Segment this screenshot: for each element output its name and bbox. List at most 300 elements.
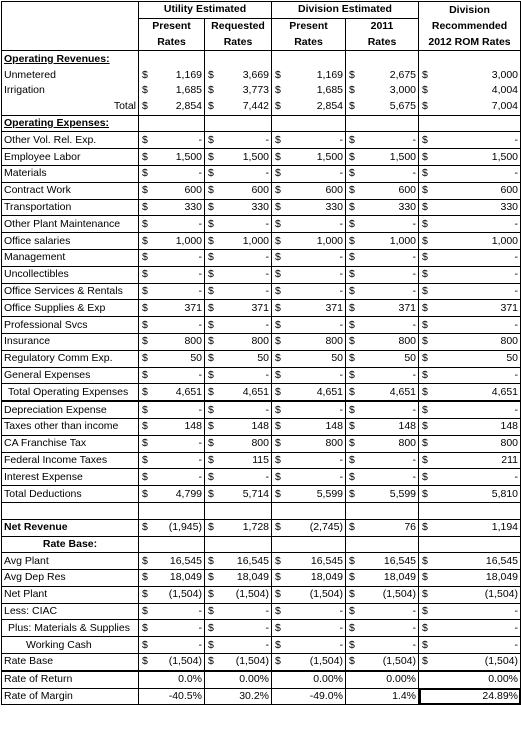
value-cell: [346, 401, 419, 418]
value-cell: [419, 182, 521, 199]
value-cell: [346, 83, 419, 99]
value-cell: [205, 300, 272, 317]
currency-symbol: $: [422, 554, 428, 567]
currency-symbol: $: [422, 571, 428, 584]
currency-symbol: $: [349, 621, 355, 634]
amount: -: [412, 621, 417, 634]
amount: 5,810: [491, 487, 519, 500]
currency-symbol: $: [208, 133, 214, 146]
value-cell: [205, 165, 272, 182]
value-cell: [139, 418, 205, 435]
value-cell: [139, 165, 205, 182]
value-cell: [139, 300, 205, 317]
currency-symbol: $: [208, 588, 214, 601]
currency-symbol: $: [142, 268, 148, 281]
currency-symbol: $: [208, 453, 214, 466]
value-cell: [205, 384, 272, 401]
percent-cell: 0.0%: [139, 671, 205, 688]
amount: -: [514, 284, 519, 297]
value-cell: [139, 553, 205, 570]
value-cell: [419, 99, 521, 115]
value-cell: [346, 418, 419, 435]
value-cell: [139, 469, 205, 486]
amount: -: [265, 605, 269, 618]
blank-cell: [205, 502, 272, 519]
header-2011: 2011: [346, 18, 419, 34]
blank-cell: [139, 51, 205, 67]
amount: 330: [325, 200, 343, 213]
value-cell: [139, 401, 205, 418]
amount: 600: [251, 184, 269, 197]
rate-base-row: [2, 603, 521, 620]
currency-symbol: $: [422, 335, 428, 348]
amount: 1,194: [491, 521, 519, 534]
currency-symbol: $: [275, 84, 281, 97]
amount: -: [339, 284, 343, 297]
value-cell: [272, 367, 346, 384]
expense-row: [2, 233, 521, 250]
expense-row: [2, 300, 521, 317]
expense-row: [2, 199, 521, 216]
amount: 50: [404, 352, 417, 365]
row-label: Insurance: [2, 333, 139, 350]
amount: -: [412, 217, 417, 230]
currency-symbol: $: [208, 470, 214, 483]
amount: 800: [500, 335, 519, 348]
amount: 1,000: [242, 234, 269, 247]
row-label: Management: [2, 249, 139, 266]
currency-symbol: $: [422, 100, 428, 113]
row-label: Other Vol. Rel. Exp.: [2, 132, 139, 149]
amount: -: [514, 268, 519, 281]
header-blank-2: [2, 18, 139, 34]
value-cell: [272, 216, 346, 233]
currency-symbol: $: [142, 335, 148, 348]
row-label: Taxes other than income: [2, 418, 139, 435]
amount: 76: [404, 521, 417, 534]
value-cell: [272, 182, 346, 199]
amount: -: [265, 217, 269, 230]
amount: 50: [506, 352, 519, 365]
value-cell: [272, 553, 346, 570]
amount: -: [339, 167, 343, 180]
value-cell: [205, 367, 272, 384]
rate-summary-body: [2, 2, 521, 705]
amount: -: [198, 638, 202, 651]
currency-symbol: $: [142, 368, 148, 381]
currency-symbol: $: [142, 251, 148, 264]
amount: 1,000: [316, 234, 343, 247]
amount: 5,714: [242, 487, 269, 500]
amount: 7,004: [491, 100, 519, 113]
value-cell: [139, 249, 205, 266]
currency-symbol: $: [275, 184, 281, 197]
value-cell: [419, 149, 521, 166]
amount: 3,773: [242, 84, 269, 97]
blank-cell: [419, 115, 521, 132]
currency-symbol: $: [349, 470, 355, 483]
amount: (1,504): [484, 588, 519, 601]
value-cell: [272, 519, 346, 536]
amount: -: [514, 251, 519, 264]
amount: -: [265, 268, 269, 281]
currency-symbol: $: [275, 621, 281, 634]
header-present-1: Present: [139, 18, 205, 34]
revenues-total-row: [2, 99, 521, 115]
amount: (1,945): [168, 521, 202, 534]
amount: 600: [500, 184, 519, 197]
amount: 1,500: [242, 150, 269, 163]
currency-symbol: $: [208, 621, 214, 634]
row-label: Avg Plant: [2, 553, 139, 570]
currency-symbol: $: [208, 335, 214, 348]
currency-symbol: $: [275, 588, 281, 601]
blank-cell: [272, 115, 346, 132]
currency-symbol: $: [422, 268, 428, 281]
amount: -: [412, 453, 417, 466]
amount: 800: [184, 335, 202, 348]
amount: -: [198, 437, 202, 450]
currency-symbol: $: [208, 437, 214, 450]
amount: -: [339, 318, 343, 331]
amount: (1,504): [309, 588, 343, 601]
value-cell: [272, 435, 346, 452]
value-cell: [346, 553, 419, 570]
amount: -: [339, 638, 343, 651]
currency-symbol: $: [275, 100, 281, 113]
currency-symbol: $: [275, 268, 281, 281]
value-cell: [205, 603, 272, 620]
currency-symbol: $: [208, 200, 214, 213]
value-cell: [419, 620, 521, 637]
amount: -: [412, 284, 417, 297]
value-cell: [346, 654, 419, 671]
currency-symbol: $: [422, 621, 428, 634]
amount: -: [339, 621, 343, 634]
currency-symbol: $: [422, 251, 428, 264]
section-header-rate-base: [2, 536, 521, 553]
amount: 600: [398, 184, 417, 197]
currency-symbol: $: [142, 284, 148, 297]
amount: 1,000: [389, 234, 417, 247]
value-cell: [346, 452, 419, 469]
currency-symbol: $: [208, 368, 214, 381]
currency-symbol: $: [422, 638, 428, 651]
amount: -: [514, 217, 519, 230]
expense-row: [2, 283, 521, 300]
currency-symbol: $: [208, 420, 214, 433]
blank-cell: [419, 51, 521, 67]
currency-symbol: $: [142, 453, 148, 466]
amount: -: [339, 403, 343, 416]
amount: -: [265, 403, 269, 416]
blank-cell: [346, 51, 419, 67]
expense-row: [2, 317, 521, 334]
header-blank-3: [2, 35, 139, 51]
return-row: [2, 671, 521, 688]
currency-symbol: $: [208, 84, 214, 97]
value-cell: [346, 350, 419, 367]
currency-symbol: $: [275, 487, 281, 500]
value-cell: [139, 216, 205, 233]
value-cell: [139, 149, 205, 166]
blank-cell: [346, 115, 419, 132]
row-label: Operating Expenses:: [2, 115, 139, 132]
value-cell: [139, 519, 205, 536]
value-cell: [419, 199, 521, 216]
value-cell: [205, 418, 272, 435]
percent-cell: -40.5%: [139, 688, 205, 705]
expenses-total-row: [2, 384, 521, 401]
currency-symbol: $: [208, 571, 214, 584]
blank-cell: [205, 51, 272, 67]
amount: -: [265, 621, 269, 634]
amount: (1,504): [382, 588, 417, 601]
amount: 16,545: [485, 554, 519, 567]
amount: (1,504): [235, 588, 269, 601]
currency-symbol: $: [275, 638, 281, 651]
header-blank-1: [2, 2, 139, 19]
amount: 330: [398, 200, 417, 213]
amount: 330: [251, 200, 269, 213]
return-row: [2, 688, 521, 705]
currency-symbol: $: [142, 318, 148, 331]
currency-symbol: $: [275, 217, 281, 230]
value-cell: [139, 637, 205, 654]
amount: 800: [398, 335, 417, 348]
row-label: Materials: [2, 165, 139, 182]
rate-base-row: [2, 620, 521, 637]
amount: 1,169: [316, 68, 343, 81]
amount: -: [198, 453, 202, 466]
amount: 148: [251, 420, 269, 433]
currency-symbol: $: [275, 167, 281, 180]
currency-symbol: $: [422, 184, 428, 197]
currency-symbol: $: [208, 301, 214, 314]
value-cell: [346, 586, 419, 603]
value-cell: [139, 83, 205, 99]
header-rates-1: Rates: [139, 35, 205, 51]
row-label: Total Operating Expenses: [2, 384, 139, 401]
value-cell: [272, 620, 346, 637]
expense-row: [2, 333, 521, 350]
value-cell: [205, 486, 272, 503]
currency-symbol: $: [142, 68, 148, 81]
value-cell: [205, 83, 272, 99]
amount: 16,545: [169, 554, 202, 567]
header-division: Division: [419, 2, 521, 19]
amount: 7,442: [242, 100, 269, 113]
currency-symbol: $: [208, 521, 214, 534]
value-cell: [272, 418, 346, 435]
currency-symbol: $: [422, 234, 428, 247]
value-cell: [272, 132, 346, 149]
currency-symbol: $: [208, 487, 214, 500]
value-cell: [272, 149, 346, 166]
currency-symbol: $: [349, 487, 355, 500]
expense-row: [2, 182, 521, 199]
deduction-row: [2, 435, 521, 452]
value-cell: [419, 654, 521, 671]
percent-cell: 30.2%: [205, 688, 272, 705]
value-cell: [205, 266, 272, 283]
value-cell: [139, 620, 205, 637]
amount: 16,545: [383, 554, 417, 567]
amount: 800: [398, 437, 417, 450]
currency-symbol: $: [275, 352, 281, 365]
currency-symbol: $: [349, 68, 355, 81]
value-cell: [419, 401, 521, 418]
currency-symbol: $: [275, 284, 281, 297]
currency-symbol: $: [349, 84, 355, 97]
value-cell: [419, 317, 521, 334]
row-label: CA Franchise Tax: [2, 435, 139, 452]
amount: 1,500: [316, 150, 343, 163]
amount: -: [412, 605, 417, 618]
currency-symbol: $: [422, 167, 428, 180]
amount: 371: [184, 301, 202, 314]
amount: 3,669: [242, 68, 269, 81]
currency-symbol: $: [349, 588, 355, 601]
percent-cell: 0.00%: [419, 671, 521, 688]
amount: -: [412, 403, 417, 416]
currency-symbol: $: [349, 100, 355, 113]
currency-symbol: $: [349, 234, 355, 247]
value-cell: [205, 620, 272, 637]
value-cell: [346, 300, 419, 317]
currency-symbol: $: [422, 420, 428, 433]
amount: 800: [500, 437, 519, 450]
amount: (1,504): [168, 655, 202, 668]
row-label: Rate Base:: [2, 536, 139, 553]
amount: -: [198, 605, 202, 618]
currency-symbol: $: [422, 301, 428, 314]
amount: 371: [398, 301, 417, 314]
value-cell: [205, 249, 272, 266]
amount: -: [514, 605, 519, 618]
currency-symbol: $: [275, 385, 281, 398]
value-cell: [419, 553, 521, 570]
header-recommended: Recommended: [419, 18, 521, 34]
section-header-expenses: [2, 115, 521, 132]
expense-row: [2, 165, 521, 182]
value-cell: [346, 165, 419, 182]
value-cell: [346, 233, 419, 250]
amount: -: [514, 638, 519, 651]
currency-symbol: $: [422, 84, 428, 97]
value-cell: [419, 333, 521, 350]
value-cell: [139, 266, 205, 283]
value-cell: [205, 283, 272, 300]
value-cell: [272, 165, 346, 182]
row-label: Office Services & Rentals: [2, 283, 139, 300]
deduction-row: [2, 452, 521, 469]
amount: 4,651: [242, 385, 269, 398]
currency-symbol: $: [422, 217, 428, 230]
value-cell: [419, 603, 521, 620]
amount: (1,504): [309, 655, 343, 668]
row-label: Professional Svcs: [2, 317, 139, 334]
amount: 18,049: [383, 571, 417, 584]
currency-symbol: $: [275, 554, 281, 567]
deduction-row: [2, 418, 521, 435]
currency-symbol: $: [208, 68, 214, 81]
currency-symbol: $: [275, 251, 281, 264]
value-cell: [205, 350, 272, 367]
value-cell: [272, 401, 346, 418]
currency-symbol: $: [275, 335, 281, 348]
currency-symbol: $: [208, 284, 214, 297]
amount: 18,049: [236, 571, 269, 584]
currency-symbol: $: [422, 284, 428, 297]
currency-symbol: $: [349, 167, 355, 180]
row-label: Rate of Return: [2, 671, 139, 688]
value-cell: [139, 233, 205, 250]
currency-symbol: $: [422, 368, 428, 381]
amount: -: [265, 318, 269, 331]
amount: 50: [257, 352, 269, 365]
currency-symbol: $: [142, 352, 148, 365]
amount: -: [198, 368, 202, 381]
currency-symbol: $: [275, 655, 281, 668]
value-cell: [205, 199, 272, 216]
amount: -: [412, 318, 417, 331]
amount: 1,169: [175, 68, 202, 81]
value-cell: [346, 384, 419, 401]
currency-symbol: $: [422, 200, 428, 213]
currency-symbol: $: [349, 335, 355, 348]
value-cell: [139, 586, 205, 603]
amount: 3,000: [389, 84, 417, 97]
value-cell: [205, 435, 272, 452]
currency-symbol: $: [208, 184, 214, 197]
currency-symbol: $: [422, 318, 428, 331]
currency-symbol: $: [142, 100, 148, 113]
value-cell: [419, 83, 521, 99]
revenue-row: [2, 83, 521, 99]
currency-symbol: $: [275, 68, 281, 81]
value-cell: [419, 367, 521, 384]
amount: -: [514, 621, 519, 634]
value-cell: [272, 603, 346, 620]
amount: 1,500: [491, 150, 519, 163]
amount: -: [198, 470, 202, 483]
currency-symbol: $: [349, 605, 355, 618]
value-cell: [419, 486, 521, 503]
value-cell: [272, 300, 346, 317]
currency-symbol: $: [208, 403, 214, 416]
blank-cell: [346, 536, 419, 553]
value-cell: [139, 570, 205, 587]
amount: -: [198, 217, 202, 230]
currency-symbol: $: [275, 571, 281, 584]
currency-symbol: $: [208, 554, 214, 567]
rate-base-total-row: [2, 654, 521, 671]
blank-cell: [205, 536, 272, 553]
value-cell: [205, 216, 272, 233]
currency-symbol: $: [422, 453, 428, 466]
value-cell: [139, 603, 205, 620]
value-cell: [346, 67, 419, 83]
header-rates-5: 2012 ROM Rates: [419, 35, 521, 51]
currency-symbol: $: [275, 437, 281, 450]
value-cell: [346, 132, 419, 149]
value-cell: [205, 469, 272, 486]
value-cell: [139, 67, 205, 83]
value-cell: [419, 469, 521, 486]
expense-row: [2, 266, 521, 283]
value-cell: [272, 586, 346, 603]
